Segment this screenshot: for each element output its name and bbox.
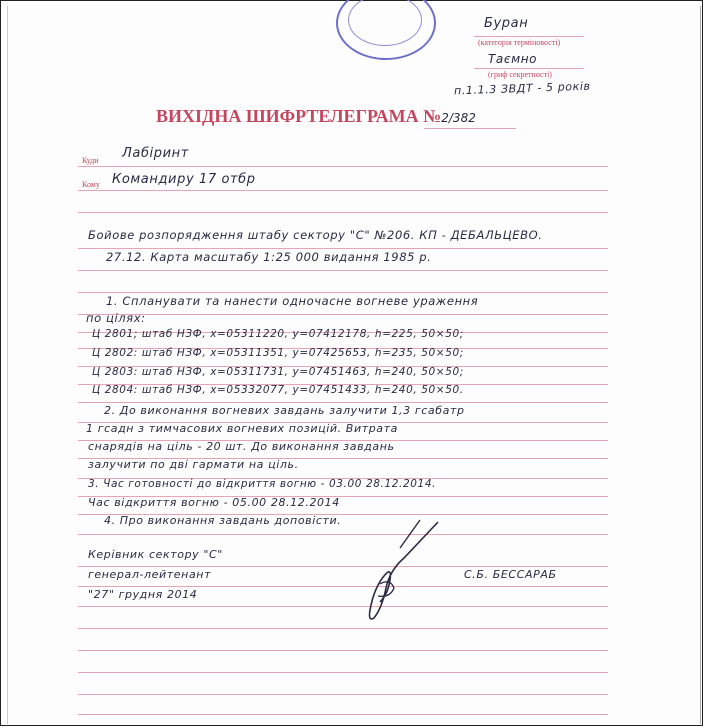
document-number: 2/382 — [441, 111, 476, 125]
title-number-line — [424, 128, 516, 129]
ruled-line — [78, 694, 608, 695]
retention-note: п.1.1.3 ЗВДТ - 5 років — [453, 79, 591, 98]
handwritten-signature — [360, 518, 450, 628]
category-line — [474, 36, 584, 37]
signing-date: "27" грудня 2014 — [88, 588, 198, 601]
ruled-line — [78, 270, 608, 271]
secrecy-caption: (гриф секретності) — [488, 70, 552, 79]
body-line-3: 1. Спланувати та нанести одночасне вогневе ураження — [106, 294, 479, 308]
target-line-2804: Ц 2804: штаб НЗФ, х=05332077, у=07451433, h=240, 50×50. — [92, 384, 464, 396]
ruled-line — [78, 248, 608, 249]
body-line-task-3b: Час відкриття вогню - 05.00 28.12.2014 — [88, 496, 340, 509]
to-value: Командиру 17 отбр — [112, 172, 256, 187]
target-line-2802: Ц 2802: штаб НЗФ, х=05311351, у=07425653, h=235, 50×50; — [92, 347, 464, 359]
ruled-line — [78, 292, 608, 293]
ruled-line — [78, 714, 608, 715]
body-line-1: Бойове розпорядження штабу сектору "С" №206. КП - ДЕБАЛЬЦЕВО. — [88, 228, 543, 242]
ruled-line — [78, 314, 608, 315]
ruled-line — [78, 566, 608, 567]
ruled-line — [78, 606, 608, 607]
ruled-line — [78, 628, 608, 629]
ruled-line — [78, 402, 608, 403]
body-line-task-2a: 2. До виконання вогневих завдань залучити 1,3 гсабатр — [104, 404, 465, 417]
ruled-line — [78, 212, 608, 213]
category-value: Буран — [484, 16, 529, 31]
body-line-2: 27.12. Карта масштабу 1:25 000 видання 1985 р. — [106, 250, 432, 264]
ruled-line — [78, 672, 608, 673]
where-value: Лабіринт — [122, 146, 189, 161]
signer-position-2: генерал-лейтенант — [88, 568, 212, 581]
where-label: Куди — [82, 156, 99, 165]
body-line-task-3a: 3. Час готовності до відкриття вогню - 03.00 28.12.2014. — [88, 478, 437, 490]
signer-position-1: Керівник сектору "С" — [88, 548, 223, 561]
document-title — [156, 106, 476, 127]
secrecy-line — [474, 68, 584, 69]
body-line-task-2d: залучити по дві гармати на ціль. — [88, 458, 299, 471]
to-label: Кому — [82, 180, 100, 189]
where-line — [78, 166, 608, 167]
telegram-sheet — [7, 6, 701, 724]
round-stamp-inner-ring — [348, 0, 422, 46]
target-line-2803: Ц 2803: штаб НЗФ, х=05311731, у=07451463, h=240, 50×50; — [92, 366, 464, 378]
body-line-task-2c: снарядів на ціль - 20 шт. До виконання завдань — [88, 440, 395, 453]
document-title-label: ВИХІДНА ШИФРТЕЛЕГРАМА № — [156, 106, 442, 126]
body-line-task-2b: 1 гсадн з тимчасових вогневих позицій. Витрата — [86, 422, 398, 435]
signer-name: С.Б. БЕССАРАБ — [464, 568, 557, 581]
target-line-2801: Ц 2801; штаб НЗФ, х=05311220, у=07412178, h=225, 50×50; — [92, 328, 464, 340]
to-line — [78, 190, 608, 191]
ruled-line — [78, 586, 608, 587]
round-stamp — [336, 0, 436, 60]
body-line-task-4: 4. Про виконання завдань доповісти. — [104, 514, 342, 527]
category-caption: (категорія терміновості) — [478, 38, 561, 47]
ruled-line — [78, 534, 608, 535]
ruled-line — [78, 650, 608, 651]
body-line-4: по цілях: — [86, 311, 146, 325]
secrecy-value: Таємно — [488, 52, 538, 66]
